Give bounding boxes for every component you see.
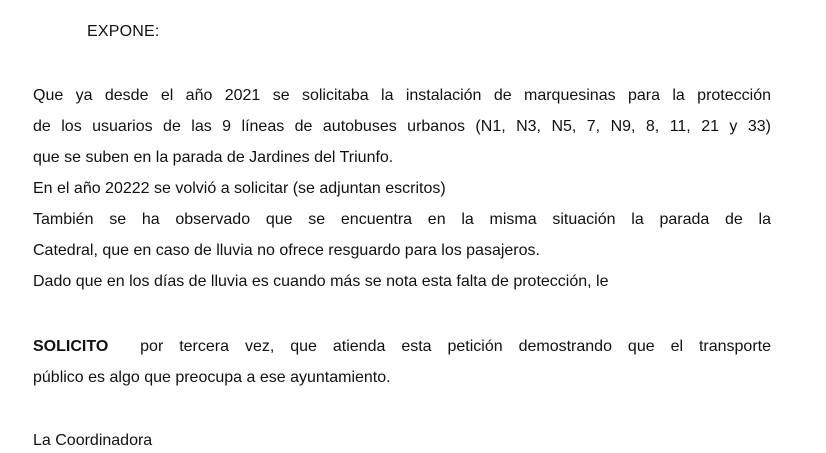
paragraph-line: Dado que en los días de lluvia es cuando más se nota esta falta de protección, le xyxy=(33,273,609,290)
signature: La Coordinadora xyxy=(33,432,153,449)
solicito-line xyxy=(33,331,771,362)
paragraph-line: Que ya desde el año 2021 se solicitaba la instalación de marquesinas para la protección xyxy=(33,87,771,104)
paragraph-line: Catedral, que en caso de lluvia no ofrece resguardo para los pasajeros. xyxy=(33,242,540,259)
solicito-line: público es algo que preocupa a ese ayuntamiento. xyxy=(33,369,391,386)
paragraph-line: que se suben en la parada de Jardines del Triunfo. xyxy=(33,149,394,166)
solicito-text: por tercera vez, que atienda esta petición demostrando que el transporte xyxy=(108,338,771,355)
solicito-keyword: SOLICITO xyxy=(33,338,109,355)
expone-heading: EXPONE: xyxy=(87,23,160,40)
expone-paragraph xyxy=(33,80,771,297)
paragraph-line: de los usuarios de las 9 líneas de autobuses urbanos (N1, N3, N5, 7, N9, 8, 11, 21 y 33) xyxy=(33,118,771,135)
solicito-paragraph xyxy=(33,331,771,393)
paragraph-line: En el año 20222 se volvió a solicitar (se adjuntan escritos) xyxy=(33,180,446,197)
paragraph-line: También se ha observado que se encuentra en la misma situación la parada de la xyxy=(33,211,771,228)
